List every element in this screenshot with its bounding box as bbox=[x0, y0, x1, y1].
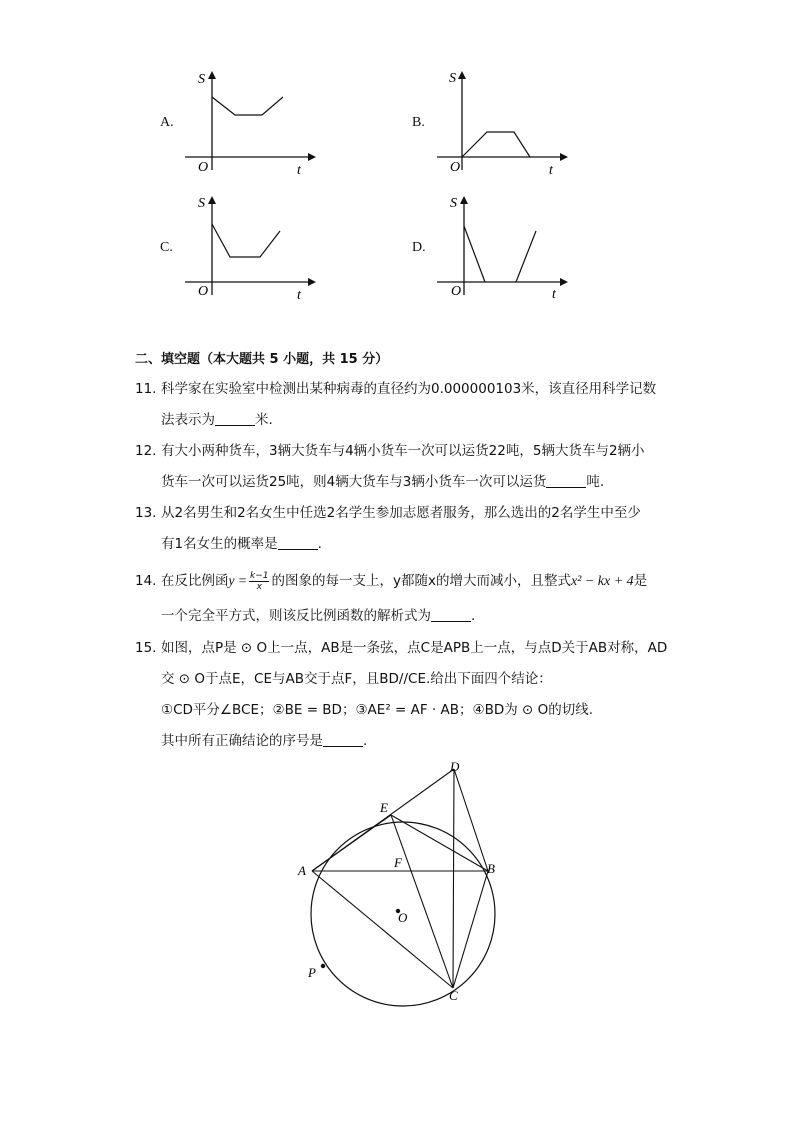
x-arrow-icon bbox=[560, 153, 568, 161]
option-b-graph bbox=[432, 65, 572, 180]
x-arrow-icon bbox=[308, 278, 316, 286]
graph-line-2 bbox=[516, 231, 536, 282]
answer-blank[interactable] bbox=[546, 473, 586, 488]
question-text: 有1名女生的概率是 bbox=[161, 536, 278, 552]
fraction-numerator: k−1 bbox=[249, 570, 269, 581]
section-title: 二、填空题（本大题共 5 小题，共 15 分） bbox=[135, 352, 389, 367]
question-14 bbox=[135, 565, 647, 597]
fraction bbox=[249, 571, 269, 592]
option-c-label: C. bbox=[160, 240, 173, 255]
question-11-line2 bbox=[161, 405, 273, 436]
axis-label-s: S bbox=[449, 71, 456, 86]
fraction-denominator: x bbox=[256, 581, 262, 592]
question-text: 从2名男生和2名女生中任选2名学生参加志愿者服务，那么选出的2名学生中至少 bbox=[161, 505, 641, 521]
origin-label: O bbox=[451, 284, 462, 299]
y-arrow-icon bbox=[208, 71, 216, 79]
segments bbox=[312, 769, 488, 988]
question-13-line2 bbox=[161, 529, 322, 560]
question-text: 的图象的每一支上， bbox=[271, 573, 393, 589]
question-text: 有大小两种货车，3辆大货车与4辆小货车一次可以运货22吨，5辆大货车与2辆小 bbox=[161, 443, 645, 459]
option-c-graph bbox=[180, 190, 320, 305]
option-d-label: D. bbox=[412, 240, 426, 255]
question-text: 吨. bbox=[586, 474, 605, 490]
label-d: D bbox=[450, 759, 460, 774]
y-arrow-icon bbox=[458, 71, 466, 79]
option-d-graph bbox=[432, 190, 572, 305]
question-text: 在反比例函 bbox=[161, 573, 229, 589]
axis-label-t: t bbox=[549, 163, 553, 178]
question-text: . bbox=[317, 536, 322, 552]
x-arrow-icon bbox=[308, 153, 316, 161]
axis-label-s: S bbox=[450, 196, 457, 211]
label-b: B bbox=[487, 861, 495, 876]
y-arrow-icon bbox=[208, 196, 216, 204]
label-a: A bbox=[298, 863, 306, 878]
question-text: 是 bbox=[633, 573, 648, 589]
label-e: E bbox=[380, 800, 388, 815]
option-a-graph bbox=[180, 65, 320, 180]
question-text: 米. bbox=[255, 412, 273, 428]
origin-label: O bbox=[198, 160, 209, 175]
axis-label-s: S bbox=[198, 196, 205, 211]
origin-label: O bbox=[450, 160, 461, 175]
polynomial: x² − kx + 4 bbox=[570, 574, 634, 589]
answer-blank[interactable] bbox=[323, 732, 363, 747]
question-text: 如图，点P是 ⊙ O上一点，AB是一条弦，点C是APB上一点，与点D关于AB对称，AD bbox=[161, 640, 668, 656]
graph-line bbox=[464, 226, 485, 282]
axis-label-t: t bbox=[552, 287, 556, 302]
question-number: 13. bbox=[135, 505, 157, 521]
question-15-line4 bbox=[161, 726, 367, 757]
y-arrow-icon bbox=[460, 196, 468, 204]
question-number: 12. bbox=[135, 443, 157, 459]
question-number: 14. bbox=[135, 573, 157, 589]
option-b-label: B. bbox=[412, 115, 425, 130]
question-text: 其中所有正确结论的序号是 bbox=[161, 733, 323, 749]
geometry-figure bbox=[290, 755, 520, 1010]
answer-blank[interactable] bbox=[278, 535, 318, 550]
question-15-line2: 交 ⊙ O于点E，CE与AB交于点F，且BD//CE.给出下面四个结论： bbox=[161, 671, 552, 687]
axis-label-s: S bbox=[198, 72, 205, 87]
segment-dc bbox=[453, 769, 454, 988]
axis-label-t: t bbox=[297, 163, 301, 178]
answer-blank[interactable] bbox=[431, 607, 471, 622]
question-15-line3: ①CD平分∠BCE；②BE = BD；③AE² = AF · AB；④BD为 ⊙ O的切线. bbox=[161, 702, 594, 718]
question-number: 11. bbox=[135, 381, 157, 397]
question-text: . bbox=[363, 733, 368, 749]
question-text: . bbox=[471, 608, 476, 624]
x-arrow-icon bbox=[560, 278, 568, 286]
question-text: 一个完全平方式，则该反比例函数的解析式为 bbox=[161, 608, 431, 624]
question-14-line2 bbox=[161, 601, 475, 632]
segment-db bbox=[454, 769, 488, 871]
segment-bc bbox=[453, 871, 488, 988]
answer-blank[interactable] bbox=[215, 411, 255, 426]
question-12 bbox=[135, 436, 645, 467]
question-number: 15. bbox=[135, 640, 157, 656]
question-11 bbox=[135, 374, 656, 405]
question-text: 法表示为 bbox=[161, 412, 215, 428]
option-a-label: A. bbox=[160, 115, 174, 130]
label-f: F bbox=[394, 855, 402, 870]
segment-ae bbox=[312, 815, 391, 871]
graph-line bbox=[462, 132, 530, 157]
graph-line bbox=[212, 97, 283, 115]
equation-y: y = bbox=[228, 573, 247, 588]
label-c: C bbox=[449, 988, 458, 1003]
point-p-dot bbox=[321, 964, 325, 968]
axis-label-t: t bbox=[297, 288, 301, 303]
graph-line bbox=[212, 224, 280, 257]
question-text: 科学家在实验室中检测出某种病毒的直径约为0.000000103米，该直径用科学记数 bbox=[161, 381, 657, 397]
segment-eb bbox=[391, 815, 488, 871]
question-15 bbox=[135, 633, 667, 664]
origin-label: O bbox=[198, 284, 209, 299]
question-text: y都随x的增大而减小，且整式 bbox=[392, 573, 571, 589]
question-12-line2 bbox=[161, 467, 604, 498]
label-o: O bbox=[398, 910, 408, 925]
label-p: P bbox=[308, 965, 316, 980]
question-text: 货车一次可以运货25吨，则4辆大货车与3辆小货车一次可以运货 bbox=[161, 474, 547, 490]
question-13 bbox=[135, 498, 641, 529]
